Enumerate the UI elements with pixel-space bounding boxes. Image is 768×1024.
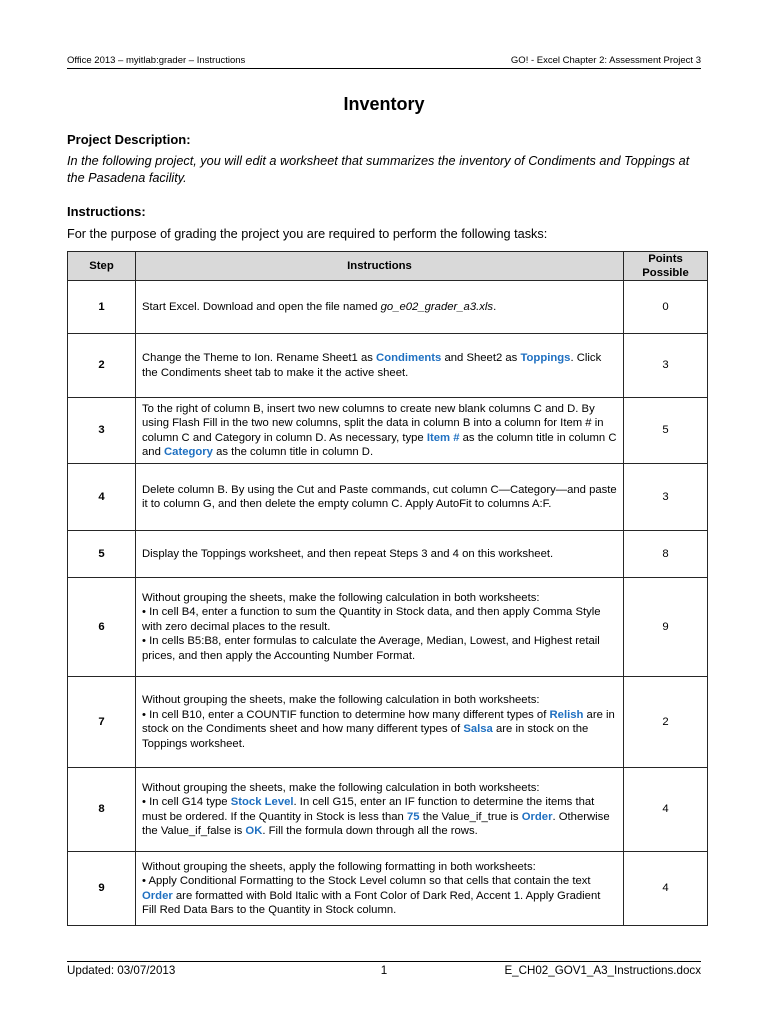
instruction-text: Start Excel. Download and open the file named — [142, 300, 381, 313]
key-term: Order — [142, 889, 173, 902]
step-instructions — [136, 464, 624, 531]
instruction-paragraph — [142, 591, 617, 606]
page-footer — [67, 961, 701, 978]
step-instructions — [136, 852, 624, 926]
instruction-text: Without grouping the sheets, make the following calculation in both worksheets: — [142, 694, 540, 706]
step-instructions — [136, 578, 624, 677]
footer-updated-date: Updated: 03/07/2013 — [67, 964, 176, 977]
step-instructions — [136, 677, 624, 768]
instruction-paragraph — [142, 708, 617, 752]
instruction-paragraph — [142, 693, 617, 708]
instruction-text: • In cells B5:B8, enter formulas to calculate the Average, Median, Lowest, and Highest retail prices, and then apply the Accounting Number Format. — [142, 635, 600, 662]
instruction-text: . Otherwise the Value_if_false is — [142, 810, 610, 837]
table-row-step-6 — [68, 578, 708, 677]
step-instructions — [136, 281, 624, 334]
key-term: OK — [245, 825, 263, 837]
instruction-text: are in stock on the Condiments sheet and how many different types of — [142, 708, 615, 735]
points-value: 8 — [624, 531, 708, 578]
instruction-paragraph — [142, 605, 617, 634]
step-instructions — [136, 398, 624, 464]
header-course-label: Office 2013 – myitlab:grader – Instructions — [67, 54, 246, 66]
instruction-text: . — [493, 300, 497, 313]
instruction-paragraph — [142, 483, 617, 512]
key-term: Stock Level — [230, 796, 294, 808]
step-number: 5 — [68, 531, 136, 578]
instruction-text: as the column title in column D. — [212, 446, 374, 458]
table-row-step-4 — [68, 464, 708, 531]
instruction-text: Change the Theme to Ion. Rename Sheet1 as — [142, 352, 377, 364]
step-number: 1 — [68, 281, 136, 334]
table-row-step-3 — [68, 398, 708, 464]
key-term: Toppings — [520, 352, 571, 364]
header-project-label: GO! - Excel Chapter 2: Assessment Project 3 — [510, 54, 701, 66]
step-number: 2 — [68, 334, 136, 398]
key-term: Condiments — [376, 352, 442, 364]
instruction-paragraph — [142, 795, 617, 839]
instruction-text: • In cell B4, enter a function to sum the Quantity in Stock data, and then apply Comma Style with zero decimal places to the result. — [142, 606, 601, 633]
instruction-paragraph — [142, 402, 617, 460]
column-header-points-possible: Points Possible — [624, 252, 708, 281]
instruction-text: Without grouping the sheets, make the following calculation in both worksheets: — [142, 781, 540, 794]
step-number: 4 — [68, 464, 136, 531]
column-header-instructions: Instructions — [136, 252, 624, 281]
points-value: 0 — [624, 281, 708, 334]
table-row-step-5 — [68, 531, 708, 578]
instruction-text: as the column title in column C and — [142, 431, 617, 458]
instruction-text: Display the Toppings worksheet, and then repeat Steps 3 and 4 on this worksheet. — [142, 547, 554, 560]
column-header-step: Step — [68, 252, 136, 281]
table-row-step-2 — [68, 334, 708, 398]
instruction-text: the Value_if_true is — [419, 810, 522, 823]
table-row-step-8 — [68, 768, 708, 852]
step-instructions — [136, 768, 624, 852]
project-description-text: In the following project, you will edit a worksheet that summarizes the inventory of Condiments and Toppings at the Pasadena facility. — [67, 154, 690, 185]
project-description-heading: Project Description: — [67, 132, 191, 147]
step-number: 9 — [68, 852, 136, 926]
instruction-text: Without grouping the sheets, make the following calculation in both worksheets: — [142, 591, 540, 604]
instruction-text: Delete column B. By using the Cut and Paste commands, cut column C—Category—and paste it to column G, and then delete the empty column C. Apply AutoFit to columns A:F. — [142, 483, 617, 510]
table-header-row — [68, 252, 708, 281]
instruction-text: To the right of column B, insert two new columns to create new blank columns C and D. By using Flash Fill in the two new columns, split the data in column B into a column for Item # in column C and Category in column D. As necessary, type — [142, 402, 604, 444]
instruction-paragraph — [142, 874, 617, 918]
key-term: Relish — [549, 708, 584, 721]
instruction-text: . Click the Condiments sheet tab to make it the active sheet. — [142, 352, 602, 379]
table-row-step-9 — [68, 852, 708, 926]
task-table-body — [68, 281, 708, 926]
instruction-paragraph — [142, 781, 617, 796]
instruction-paragraph — [142, 351, 617, 380]
instruction-text: Without grouping the sheets, apply the following formatting in both worksheets: — [142, 860, 536, 873]
instruction-text: • In cell G14 type — [142, 796, 231, 808]
instructions-intro: For the purpose of grading the project you are required to perform the following tasks: — [67, 227, 548, 241]
footer-page-number: 1 — [380, 964, 388, 977]
instruction-text: • Apply Conditional Formatting to the Stock Level column so that cells that contain the text — [142, 875, 591, 887]
step-instructions — [136, 531, 624, 578]
key-term: Order — [521, 810, 553, 823]
footer-file-name: E_CH02_GOV1_A3_Instructions.docx — [504, 964, 701, 977]
task-table — [67, 251, 708, 926]
instruction-text: • In cell B10, enter a COUNTIF function to determine how many different types of — [142, 708, 550, 721]
points-value: 3 — [624, 464, 708, 531]
points-value: 4 — [624, 852, 708, 926]
key-term: Category — [164, 446, 213, 458]
points-value: 9 — [624, 578, 708, 677]
step-number: 7 — [68, 677, 136, 768]
instruction-paragraph — [142, 634, 617, 663]
key-term: 75 — [406, 810, 420, 823]
instruction-text: . In cell G15, enter an IF function to determine the items that must be ordered. If the Quantity in Stock is less than — [142, 796, 595, 823]
instructions-heading: Instructions: — [67, 204, 146, 219]
step-number: 6 — [68, 578, 136, 677]
page-header — [67, 52, 701, 69]
instruction-paragraph — [142, 300, 617, 315]
step-number: 8 — [68, 768, 136, 852]
key-term: Salsa — [463, 723, 493, 735]
table-row-step-1 — [68, 281, 708, 334]
instruction-text: . Fill the formula down through all the rows. — [262, 825, 478, 837]
instruction-text: and Sheet2 as — [441, 352, 521, 364]
points-value: 4 — [624, 768, 708, 852]
file-name: go_e02_grader_a3.xls — [380, 300, 494, 313]
points-value: 3 — [624, 334, 708, 398]
points-value: 2 — [624, 677, 708, 768]
table-row-step-7 — [68, 677, 708, 768]
instruction-text: are in stock on the Toppings worksheet. — [142, 723, 589, 750]
step-instructions — [136, 334, 624, 398]
step-number: 3 — [68, 398, 136, 464]
page-title: Inventory — [343, 94, 425, 114]
key-term: Item # — [426, 431, 460, 444]
points-value: 5 — [624, 398, 708, 464]
instruction-text: are formatted with Bold Italic with a Font Color of Dark Red, Accent 1. Apply Gradient Fill Red Data Bars to the Quantity in Stock column. — [142, 889, 601, 916]
instruction-paragraph — [142, 547, 617, 562]
instruction-paragraph — [142, 860, 617, 875]
